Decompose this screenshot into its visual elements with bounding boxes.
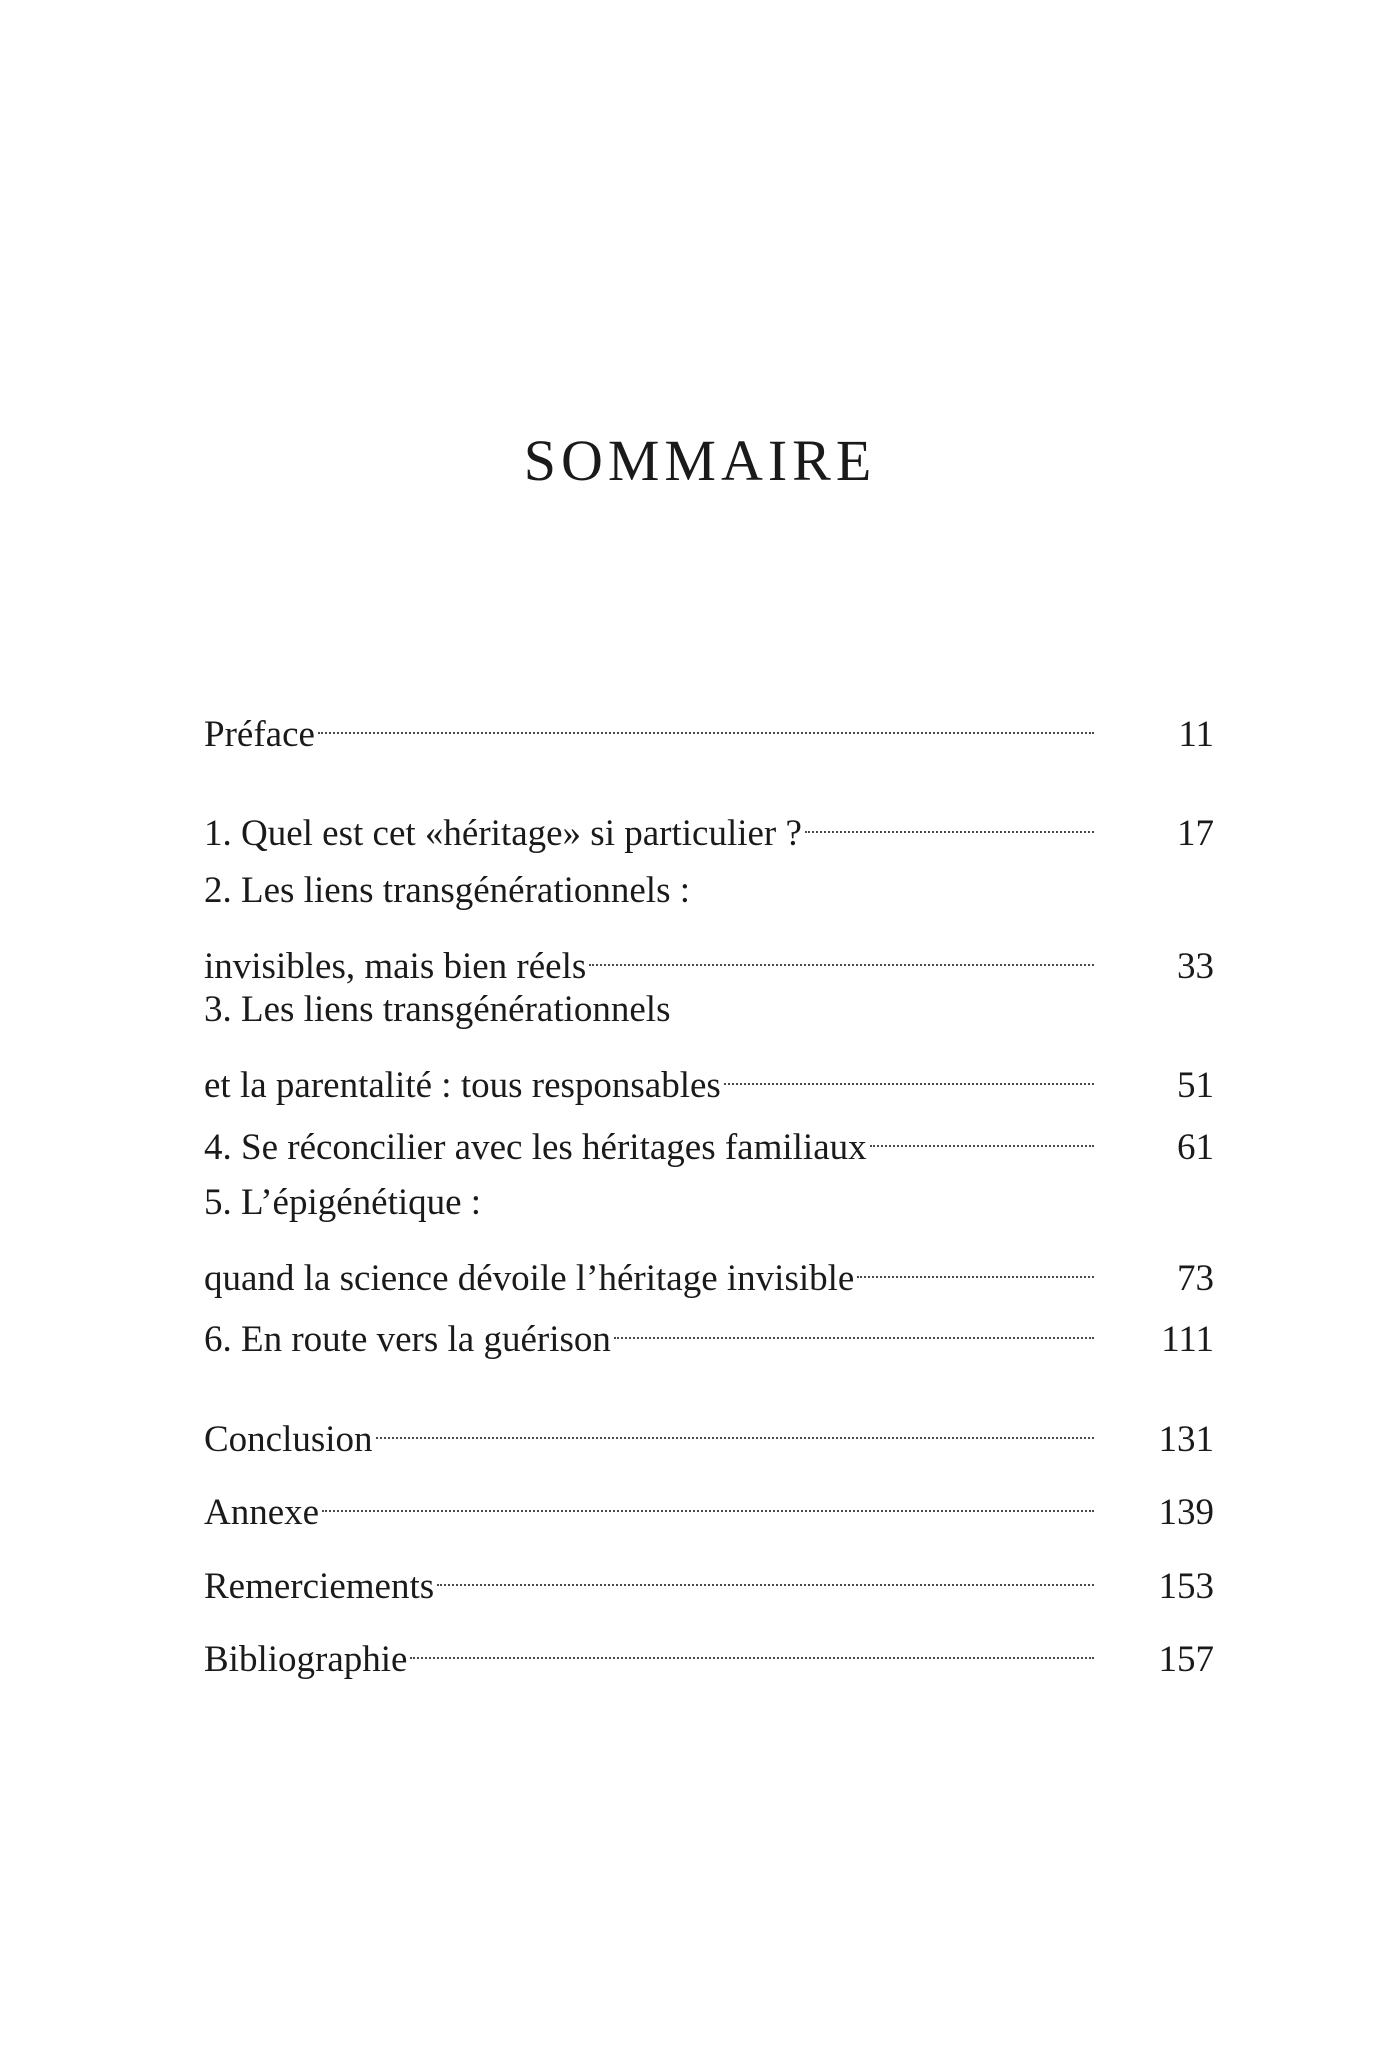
dot-leader	[434, 1540, 1094, 1598]
toc-entry-title: 1. Quel est cet «héritage» si particulier ?	[204, 813, 802, 854]
toc-page-number: 61	[1177, 1127, 1214, 1168]
toc-page-number: 73	[1177, 1258, 1214, 1299]
toc-page-number: 153	[1158, 1566, 1214, 1607]
toc-entry-title: Préface	[204, 714, 315, 755]
toc-page-number: 17	[1177, 813, 1214, 854]
dot-leader	[611, 1293, 1094, 1351]
dot-leader	[854, 1232, 1094, 1290]
dot-leader	[319, 1466, 1094, 1524]
toc-entry-title: 4. Se réconcilier avec les héritages familiaux	[204, 1127, 867, 1168]
dot-leader	[407, 1613, 1094, 1671]
toc-page-number: 11	[1178, 714, 1214, 755]
toc-entry-remerciements[interactable]	[204, 1540, 1214, 1607]
toc-entry-title-line-1: 5. L’épigénétique :	[204, 1182, 482, 1223]
toc-entry-title: Remerciements	[204, 1566, 435, 1607]
toc-page-number: 157	[1158, 1639, 1214, 1680]
toc-entry-conclusion[interactable]	[204, 1393, 1214, 1460]
dot-leader	[802, 787, 1094, 845]
dot-leader	[867, 1101, 1094, 1159]
toc-entry-chapter-2[interactable]	[204, 862, 1214, 987]
toc-entry-chapter-1[interactable]	[204, 787, 1214, 854]
toc-entry-title-line-1: 2. Les liens transgénérationnels :	[204, 870, 691, 911]
toc-entry-chapter-4[interactable]	[204, 1101, 1214, 1168]
toc-page-number: 131	[1158, 1419, 1214, 1460]
toc-page-number: 51	[1177, 1065, 1214, 1106]
toc-entry-title: Bibliographie	[204, 1639, 408, 1680]
toc-page-number: 33	[1177, 946, 1214, 987]
toc-entry-preface[interactable]	[204, 688, 1214, 755]
dot-leader	[586, 920, 1094, 978]
dot-leader	[315, 688, 1094, 746]
toc-entry-chapter-5[interactable]	[204, 1174, 1214, 1299]
toc-entry-title-line-2: invisibles, mais bien réels	[204, 946, 587, 987]
toc-entry-annexe[interactable]	[204, 1466, 1214, 1533]
toc-page-number: 139	[1158, 1492, 1214, 1533]
toc-page-number: 111	[1161, 1319, 1214, 1360]
dot-leader	[721, 1039, 1094, 1097]
toc-entry-title-line-2: et la parentalité : tous responsables	[204, 1065, 721, 1106]
toc-entry-title: Annexe	[204, 1492, 320, 1533]
toc-entry-title: 6. En route vers la guérison	[204, 1319, 611, 1360]
toc-entry-chapter-6[interactable]	[204, 1293, 1214, 1360]
toc-entry-chapter-3[interactable]	[204, 981, 1214, 1106]
toc-entry-title: Conclusion	[204, 1419, 373, 1460]
dot-leader	[373, 1393, 1094, 1451]
page-title: SOMMAIRE	[523, 428, 877, 493]
toc-entry-title-line-2: quand la science dévoile l’héritage invisible	[204, 1258, 855, 1299]
toc-entry-bibliographie[interactable]	[204, 1613, 1214, 1680]
toc-entry-title-line-1: 3. Les liens transgénérationnels	[204, 989, 671, 1030]
